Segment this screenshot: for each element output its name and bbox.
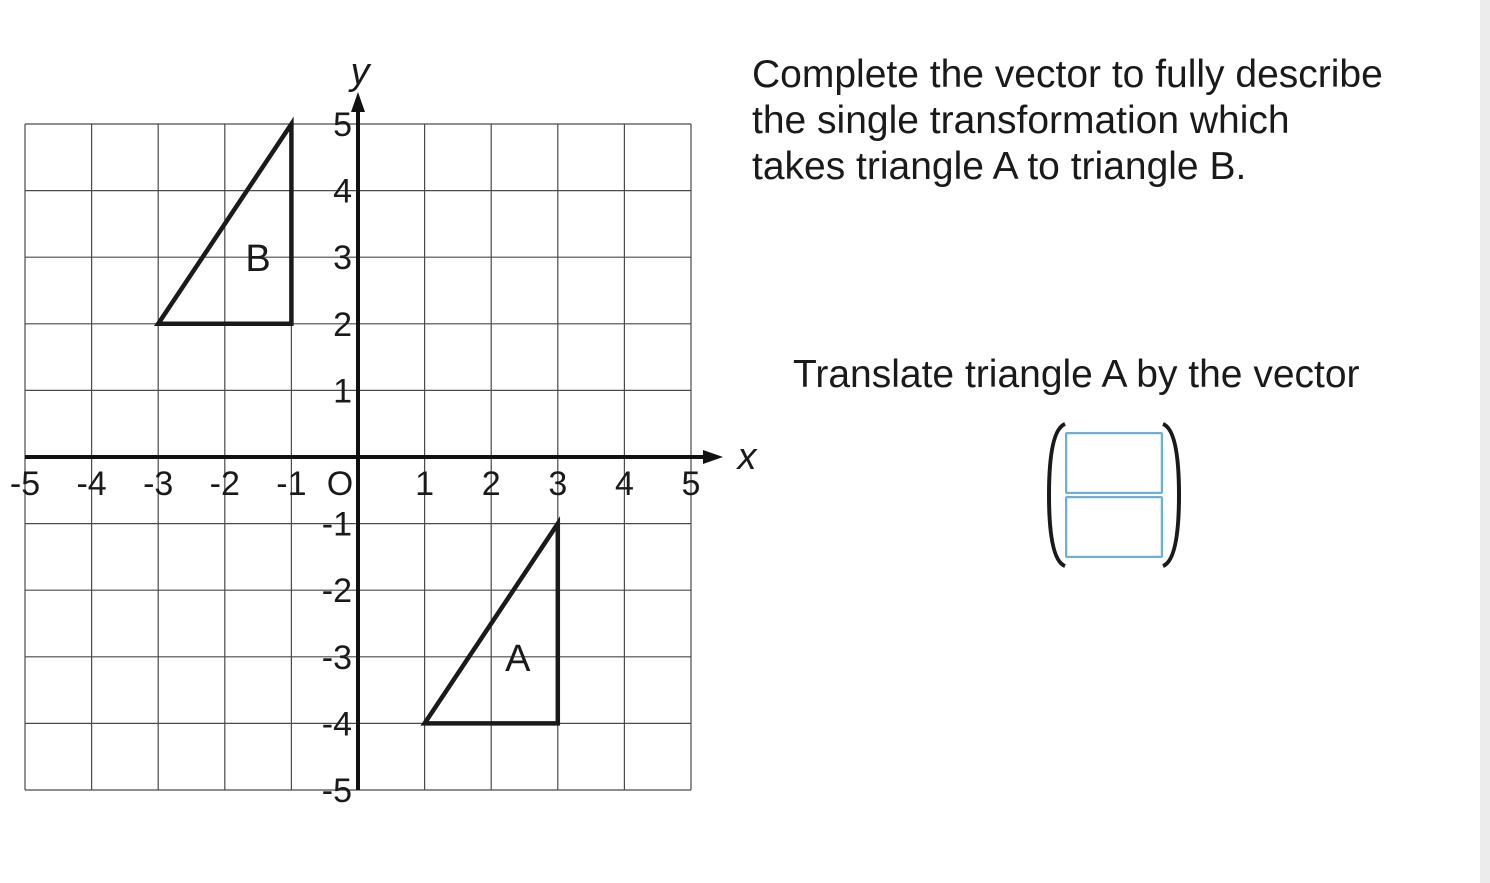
question-line-3: takes triangle A to triangle B.	[752, 145, 1247, 188]
translate-label: Translate triangle A by the vector	[793, 353, 1360, 396]
x-tick-label: 3	[548, 465, 568, 503]
origin-label: O	[326, 465, 354, 503]
y-tick-label: 2	[333, 305, 352, 344]
y-tick-label: 5	[333, 106, 352, 144]
right-bracket	[1163, 424, 1179, 566]
triangle-b-label: B	[245, 238, 271, 281]
x-tick-label: 2	[481, 465, 501, 503]
vector-top-input[interactable]	[1065, 432, 1163, 494]
question-text	[752, 52, 1452, 190]
x-axis-label: x	[737, 436, 757, 478]
left-bracket	[1049, 424, 1065, 566]
x-axis-arrow	[703, 450, 723, 464]
x-tick-label: 1	[415, 465, 435, 503]
question-line-1: Complete the vector to fully describe	[752, 53, 1383, 96]
column-vector	[1045, 420, 1183, 570]
x-tick-label: -5	[9, 465, 41, 503]
y-axis-label: y	[350, 51, 370, 93]
scrollbar-track[interactable]	[1480, 0, 1490, 883]
question-line-2: the single transformation which	[752, 99, 1290, 142]
x-tick-label: 4	[614, 465, 634, 503]
y-axis-arrow	[351, 92, 365, 112]
x-tick-label: -4	[76, 465, 107, 503]
y-tick-label: -2	[321, 572, 352, 611]
y-tick-label: 3	[333, 239, 352, 278]
y-tick-label: -4	[321, 705, 352, 744]
triangle-a-label: A	[505, 637, 531, 680]
coordinate-grid	[0, 0, 760, 830]
y-tick-label: 1	[333, 372, 352, 411]
x-tick-label: 5	[681, 465, 701, 503]
vector-bottom-input[interactable]	[1065, 496, 1163, 558]
y-tick-label: -5	[321, 772, 352, 810]
x-tick-label: -1	[276, 465, 307, 503]
x-tick-label: -3	[143, 465, 174, 503]
y-tick-label: -3	[321, 638, 352, 677]
x-tick-label: -2	[209, 465, 240, 503]
y-tick-label: -1	[321, 505, 352, 544]
y-tick-label: 4	[333, 172, 352, 211]
